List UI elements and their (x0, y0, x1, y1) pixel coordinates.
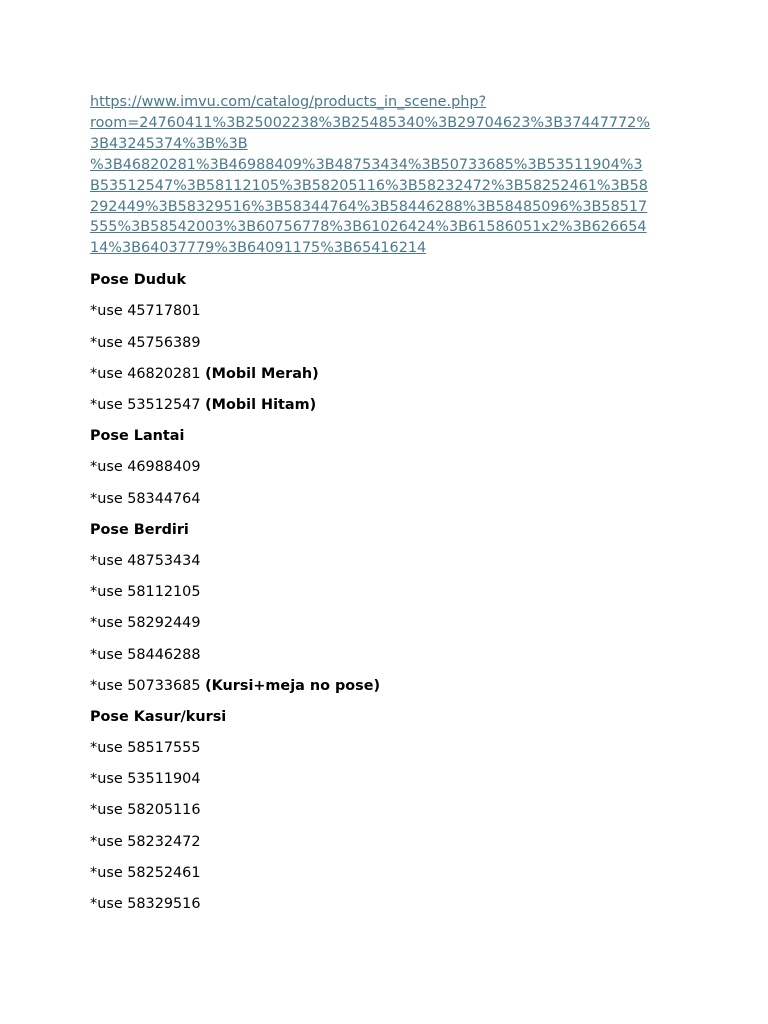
use-code-text: *use 53511904 (90, 771, 201, 788)
use-code-item (90, 452, 690, 483)
use-code-item (90, 328, 690, 359)
catalog-link-line[interactable]: B53512547%3B58112105%3B58205116%3B58232472%3B58252461%3B58 (90, 177, 648, 194)
use-code-item (90, 889, 690, 920)
section-heading: Pose Berdiri (90, 521, 189, 538)
use-code-text: *use 50733685 (90, 677, 206, 694)
use-code-text: *use 45717801 (90, 303, 201, 320)
use-code-item (90, 296, 690, 327)
use-code-note: (Mobil Merah) (205, 365, 319, 382)
use-code-note: (Mobil Hitam) (205, 397, 317, 413)
use-code-text: *use 58292449 (90, 615, 201, 632)
use-code-item (90, 733, 690, 764)
use-code-item (90, 608, 690, 639)
catalog-link-line[interactable]: 14%3B64037779%3B64091175%3B65416214 (90, 240, 427, 257)
use-code-item (90, 795, 690, 826)
use-code-item (90, 858, 690, 889)
use-code-item (90, 827, 690, 858)
use-code-text: *use 58517555 (90, 740, 201, 757)
use-code-text: *use 58205116 (90, 802, 201, 819)
use-code-item (90, 546, 690, 577)
section-heading: Pose Kasur/kursi (90, 708, 227, 725)
use-code-item (90, 577, 690, 608)
catalog-link[interactable] (90, 92, 690, 259)
use-code-text: *use 45756389 (90, 334, 201, 351)
catalog-link-line[interactable]: room=24760411%3B25002238%3B25485340%3B29704623%3B37447772% (90, 114, 650, 131)
use-code-text: *use 46820281 (90, 365, 206, 382)
use-code-item (90, 484, 690, 515)
use-code-text: *use 53512547 (90, 397, 206, 413)
use-code-text: *use 58446288 (90, 646, 201, 663)
pose-sections (90, 265, 690, 920)
catalog-link-line[interactable]: %3B46820281%3B46988409%3B48753434%3B50733685%3B53511904%3 (90, 156, 643, 173)
use-code-text: *use 58112105 (90, 584, 201, 601)
section-heading: Pose Lantai (90, 428, 185, 445)
use-code-item (90, 764, 690, 795)
use-code-item (90, 671, 690, 702)
use-code-item (90, 640, 690, 671)
use-code-note: (Kursi+meja no pose) (205, 677, 381, 694)
use-code-text: *use 58344764 (90, 490, 201, 507)
catalog-link-line[interactable]: 555%3B58542003%3B60756778%3B61026424%3B61586051x2%3B626654 (90, 219, 647, 236)
use-code-text: *use 58329516 (90, 896, 201, 912)
use-code-text: *use 58232472 (90, 833, 201, 850)
use-code-text: *use 58252461 (90, 864, 201, 881)
catalog-link-line[interactable]: https://www.imvu.com/catalog/products_in_scene.php? (90, 94, 487, 110)
use-code-text: *use 46988409 (90, 459, 201, 476)
catalog-link-line[interactable]: 3B43245374%3B%3B (90, 135, 248, 152)
catalog-link-line[interactable]: 292449%3B58329516%3B58344764%3B58446288%3B58485096%3B58517 (90, 198, 648, 215)
use-code-text: *use 48753434 (90, 552, 201, 569)
use-code-item (90, 359, 690, 390)
document-page (90, 92, 690, 920)
section-heading: Pose Duduk (90, 272, 187, 289)
use-code-item (90, 390, 690, 421)
